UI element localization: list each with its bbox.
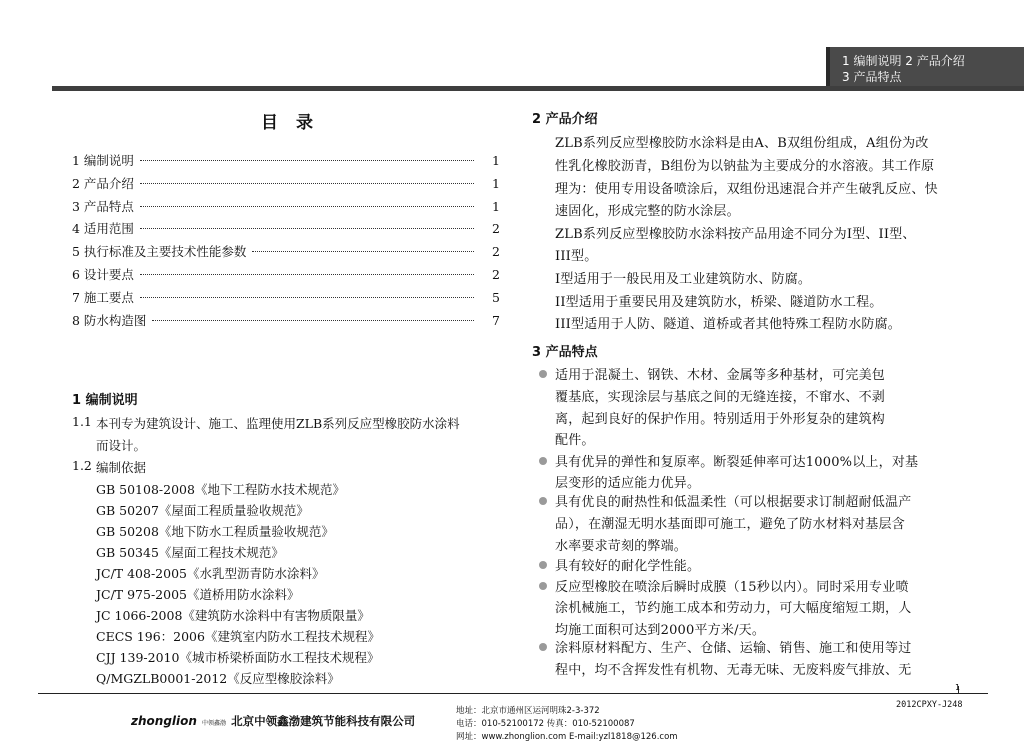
bullet-line: 覆基底，实现涂层与基底之间的无缝连接，不窜水、不剥 (555, 390, 886, 405)
section-heading-1: 1 编制说明 (72, 393, 138, 408)
paragraph-line: III型。 (555, 249, 598, 264)
bullet-line: 适用于混凝土、钢铁、木材、金属等多种基材，可完美包 (555, 368, 886, 383)
clause-number: 1.1 (72, 414, 92, 429)
section-heading-2: 2 产品介绍 (532, 112, 598, 127)
standard-item: Q/MGZLB0001-2012《反应型橡胶涂料》 (96, 671, 340, 686)
toc-item-label: 3 产品特点 (72, 199, 134, 214)
paragraph-line: I型适用于一般民用及工业建筑防水、防腐。 (555, 272, 812, 287)
clause-text: 而设计。 (96, 438, 147, 453)
toc-item-page: 2 (492, 267, 500, 282)
company-name: 北京中领鑫渤建筑节能科技有限公司 (231, 714, 416, 728)
toc-leader-dots (152, 320, 474, 321)
bullet-line: 层变形的适应能力优异。 (555, 476, 701, 491)
bullet-line: 具有较好的耐化学性能。 (555, 559, 701, 574)
toc-item-page: 2 (492, 244, 500, 259)
bullet-dot (539, 582, 547, 590)
toc-item[interactable] (72, 197, 500, 217)
toc-item-label: 1 编制说明 (72, 153, 134, 168)
header-rule (52, 86, 1024, 91)
page-number: 1 (955, 683, 961, 692)
toc-item-page: 2 (492, 221, 500, 236)
bullet-dot (539, 370, 547, 378)
footer-address: 地址：北京市通州区运河明珠2-3-372 (456, 706, 600, 716)
standard-item: JC/T 975-2005《道桥用防水涂料》 (96, 587, 300, 602)
bullet-dot (539, 497, 547, 505)
toc-item-page: 5 (492, 290, 500, 305)
toc-item-label: 8 防水构造图 (72, 313, 147, 328)
toc-item-page: 7 (492, 313, 500, 328)
clause-number: 1.2 (72, 458, 92, 473)
footer-web: 网址：www.zhonglion.com E-mail:yzl1818@126.com (456, 732, 678, 742)
paragraph-line: II型适用于重要民用及建筑防水，桥梁、隧道防水工程。 (555, 295, 883, 310)
toc-item[interactable] (72, 174, 500, 194)
clause-text: 编制依据 (96, 460, 147, 475)
header-nav-line-1: 1 编制说明 2 产品介绍 (842, 54, 965, 68)
toc-item-label: 2 产品介绍 (72, 176, 134, 191)
toc-leader-dots (140, 160, 474, 161)
paragraph-line: ZLB系列反应型橡胶防水涂料是由A、B双组份组成，A组份为改 (555, 136, 929, 151)
company-logo (131, 710, 415, 729)
bullet-line: 反应型橡胶在喷涂后瞬时成膜（15秒以内）。同时采用专业喷 (555, 580, 909, 595)
standard-item: GB 50208《地下防水工程质量验收规范》 (96, 524, 334, 539)
brand-small-text: 中领鑫渤 (202, 720, 227, 727)
toc-leader-dots (140, 228, 474, 229)
bullet-line: 均施工面积可达到2000平方米/天。 (555, 623, 766, 638)
toc-item[interactable] (72, 242, 500, 262)
toc-item-page: 1 (492, 199, 500, 214)
header-nav-line-2: 3 产品特点 (842, 70, 902, 84)
clause-text: 本刊专为建筑设计、施工、监理使用ZLB系列反应型橡胶防水涂料 (96, 416, 460, 431)
bullet-line: 具有优良的耐热性和低温柔性（可以根据要求订制超耐低温产 (555, 495, 912, 510)
paragraph-line: 性乳化橡胶沥青，B组份为以钠盐为主要成分的水溶液。其工作原 (555, 159, 935, 174)
toc-title: 目 录 (261, 113, 319, 133)
footer-phone: 电话：010-52100172 传真：010-52100087 (456, 719, 635, 729)
bullet-dot (539, 643, 547, 651)
header-nav-box (830, 47, 1024, 86)
toc-leader-dots (252, 251, 474, 252)
toc-leader-dots (140, 206, 474, 207)
toc-item-label: 6 设计要点 (72, 267, 134, 282)
bullet-line: 涂料原材料配方、生产、仓储、运输、销售、施工和使用等过 (555, 641, 912, 656)
toc-item[interactable] (72, 265, 500, 285)
toc-item-label: 5 执行标准及主要技术性能参数 (72, 244, 247, 259)
standard-item: CJJ 139-2010《城市桥梁桥面防水工程技术规程》 (96, 650, 380, 665)
toc-item-label: 4 适用范围 (72, 221, 134, 236)
bullet-dot (539, 457, 547, 465)
standard-item: GB 50108-2008《地下工程防水技术规范》 (96, 482, 345, 497)
bullet-dot (539, 561, 547, 569)
toc-item-label: 7 施工要点 (72, 290, 134, 305)
paragraph-line: 速固化，形成完整的防水涂层。 (555, 204, 740, 219)
paragraph-line: ZLB系列反应型橡胶防水涂料按产品用途不同分为I型、II型、 (555, 227, 916, 242)
bullet-line: 水率要求苛刻的弊端。 (555, 539, 688, 554)
bullet-line: 具有优异的弹性和复原率。断裂延伸率可达1000%以上，对基 (555, 455, 919, 470)
document-code: 2012CPXY-J248 (896, 700, 963, 710)
standard-item: GB 50207《屋面工程质量验收规范》 (96, 503, 309, 518)
toc-item[interactable] (72, 151, 500, 171)
section-heading-3: 3 产品特点 (532, 345, 598, 360)
toc-item[interactable] (72, 219, 500, 239)
toc-leader-dots (140, 297, 474, 298)
bullet-line: 程中，均不含挥发性有机物、无毒无味、无废料废气排放、无 (555, 663, 912, 678)
toc-item[interactable] (72, 311, 500, 331)
standard-item: GB 50345《屋面工程技术规范》 (96, 545, 284, 560)
toc-item-page: 1 (492, 176, 500, 191)
bullet-line: 配件。 (555, 433, 595, 448)
standard-item: JC 1066-2008《建筑防水涂料中有害物质限量》 (96, 608, 370, 623)
footer-rule (38, 693, 988, 694)
bullet-line: 涂机械施工，节约施工成本和劳动力，可大幅度缩短工期，人 (555, 601, 912, 616)
bullet-line: 品），在潮湿无明水基面即可施工，避免了防水材料对基层含 (555, 517, 905, 532)
toc-item[interactable] (72, 288, 500, 308)
toc-item-page: 1 (492, 153, 500, 168)
brand-wordmark: zhonglion (131, 714, 197, 728)
bullet-line: 离，起到良好的保护作用。特别适用于外形复杂的建筑构 (555, 412, 886, 427)
toc-leader-dots (140, 274, 474, 275)
toc-leader-dots (140, 183, 474, 184)
standard-item: JC/T 408-2005《水乳型沥青防水涂料》 (96, 566, 325, 581)
paragraph-line: 理为：使用专用设备喷涂后，双组份迅速混合并产生破乳反应、快 (555, 182, 938, 197)
standard-item: CECS 196：2006《建筑室内防水工程技术规程》 (96, 629, 380, 644)
paragraph-line: III型适用于人防、隧道、道桥或者其他特殊工程防水防腐。 (555, 317, 902, 332)
